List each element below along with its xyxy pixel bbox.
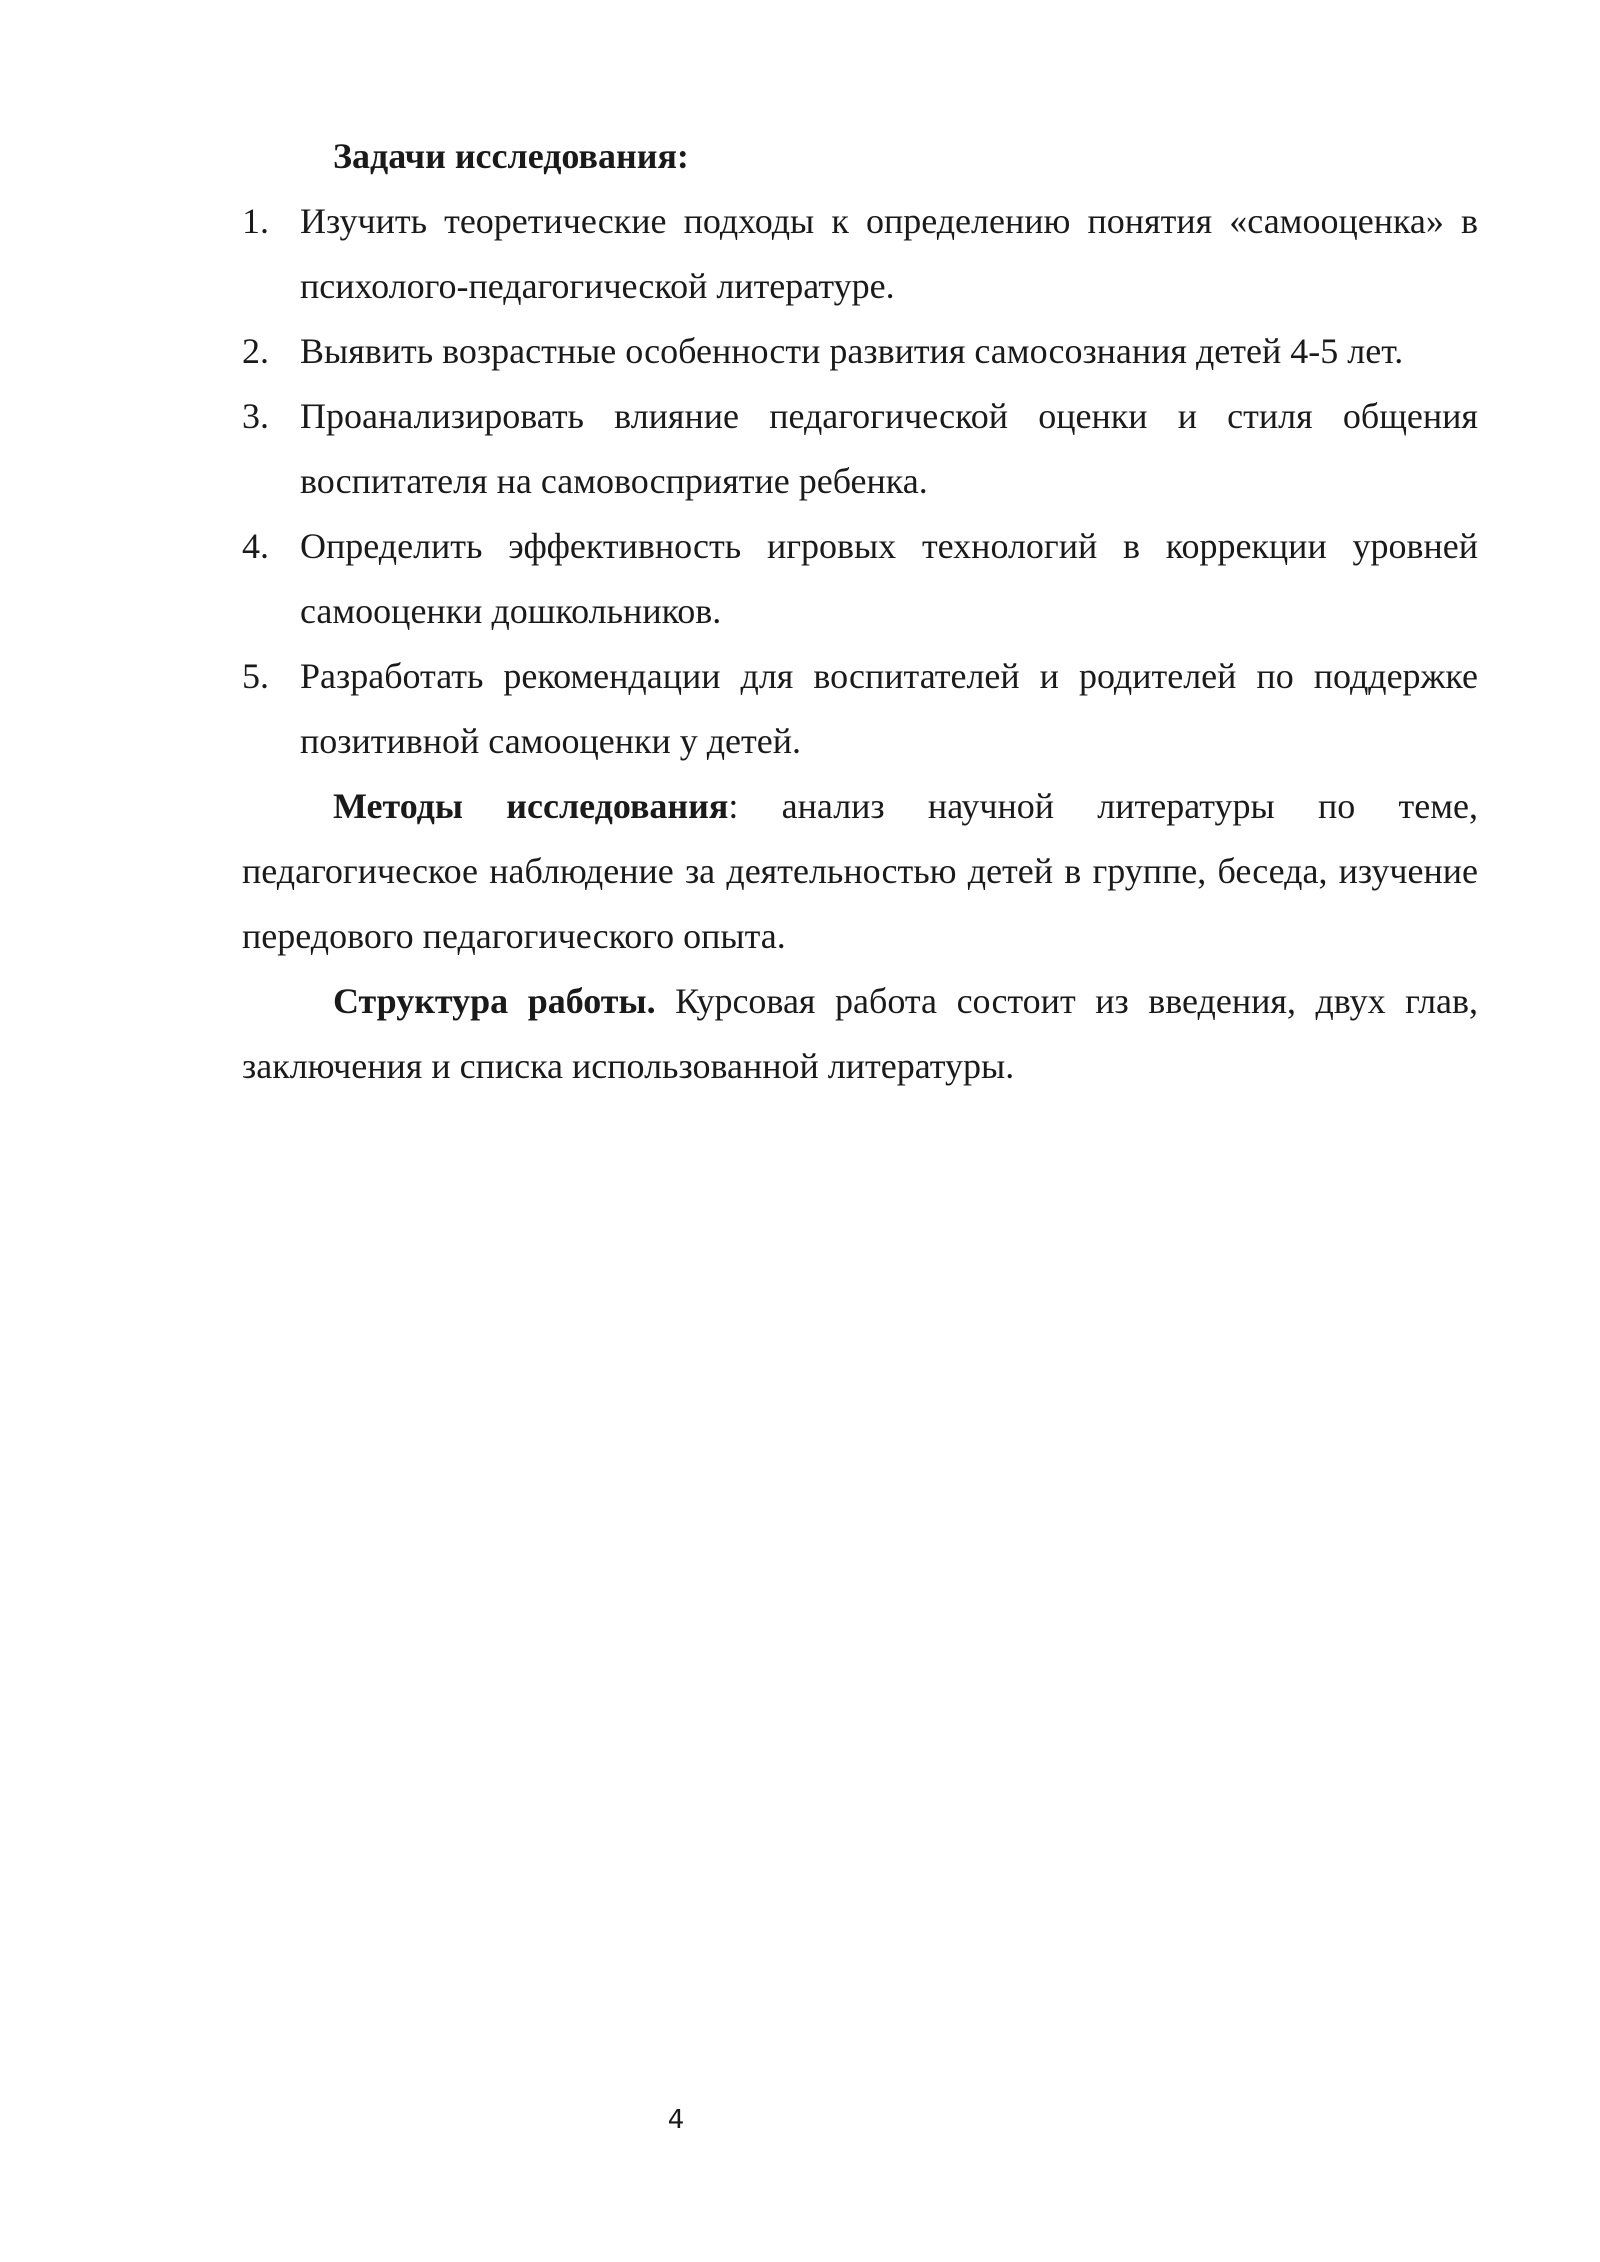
structure-paragraph [242, 969, 1478, 1099]
task-item-4 [242, 514, 1478, 644]
task-number: 2. [242, 331, 269, 371]
structure-label: Структура работы. [333, 981, 656, 1021]
task-item-5 [242, 644, 1478, 774]
document-body [242, 124, 1478, 1099]
task-number: 3. [242, 396, 269, 436]
task-text: Проанализировать влияние педагогической оценки и стиля общения воспитателя на самовосприятие ребенка. [300, 396, 1478, 501]
page-number: 4 [667, 2105, 685, 2135]
methods-text: : анализ научной литературы по теме, педагогическое наблюдение за деятельностью детей в группе, беседа, изучение передового педагогического опыта. [242, 786, 1478, 956]
task-number: 4. [242, 526, 269, 566]
structure-text: Курсовая работа состоит из введения, двух глав, заключения и списка использованной литературы. [242, 981, 1479, 1086]
tasks-list [242, 189, 1478, 774]
methods-paragraph [242, 774, 1478, 969]
task-item-2 [242, 319, 1478, 384]
tasks-heading: Задачи исследования: [333, 136, 689, 176]
methods-label: Методы исследования [333, 786, 729, 826]
task-item-3 [242, 384, 1478, 514]
task-text: Изучить теоретические подходы к определению понятия «самооценка» в психолого-педагогической литературе. [300, 201, 1478, 306]
task-item-1 [242, 189, 1478, 319]
task-text: Разработать рекомендации для воспитателей и родителей по поддержке позитивной самооценки у детей. [300, 656, 1478, 761]
task-text: Выявить возрастные особенности развития самосознания детей 4-5 лет. [300, 331, 1404, 371]
task-number: 1. [242, 201, 269, 241]
task-number: 5. [242, 656, 269, 696]
task-text: Определить эффективность игровых технологий в коррекции уровней самооценки дошкольников. [300, 526, 1478, 631]
